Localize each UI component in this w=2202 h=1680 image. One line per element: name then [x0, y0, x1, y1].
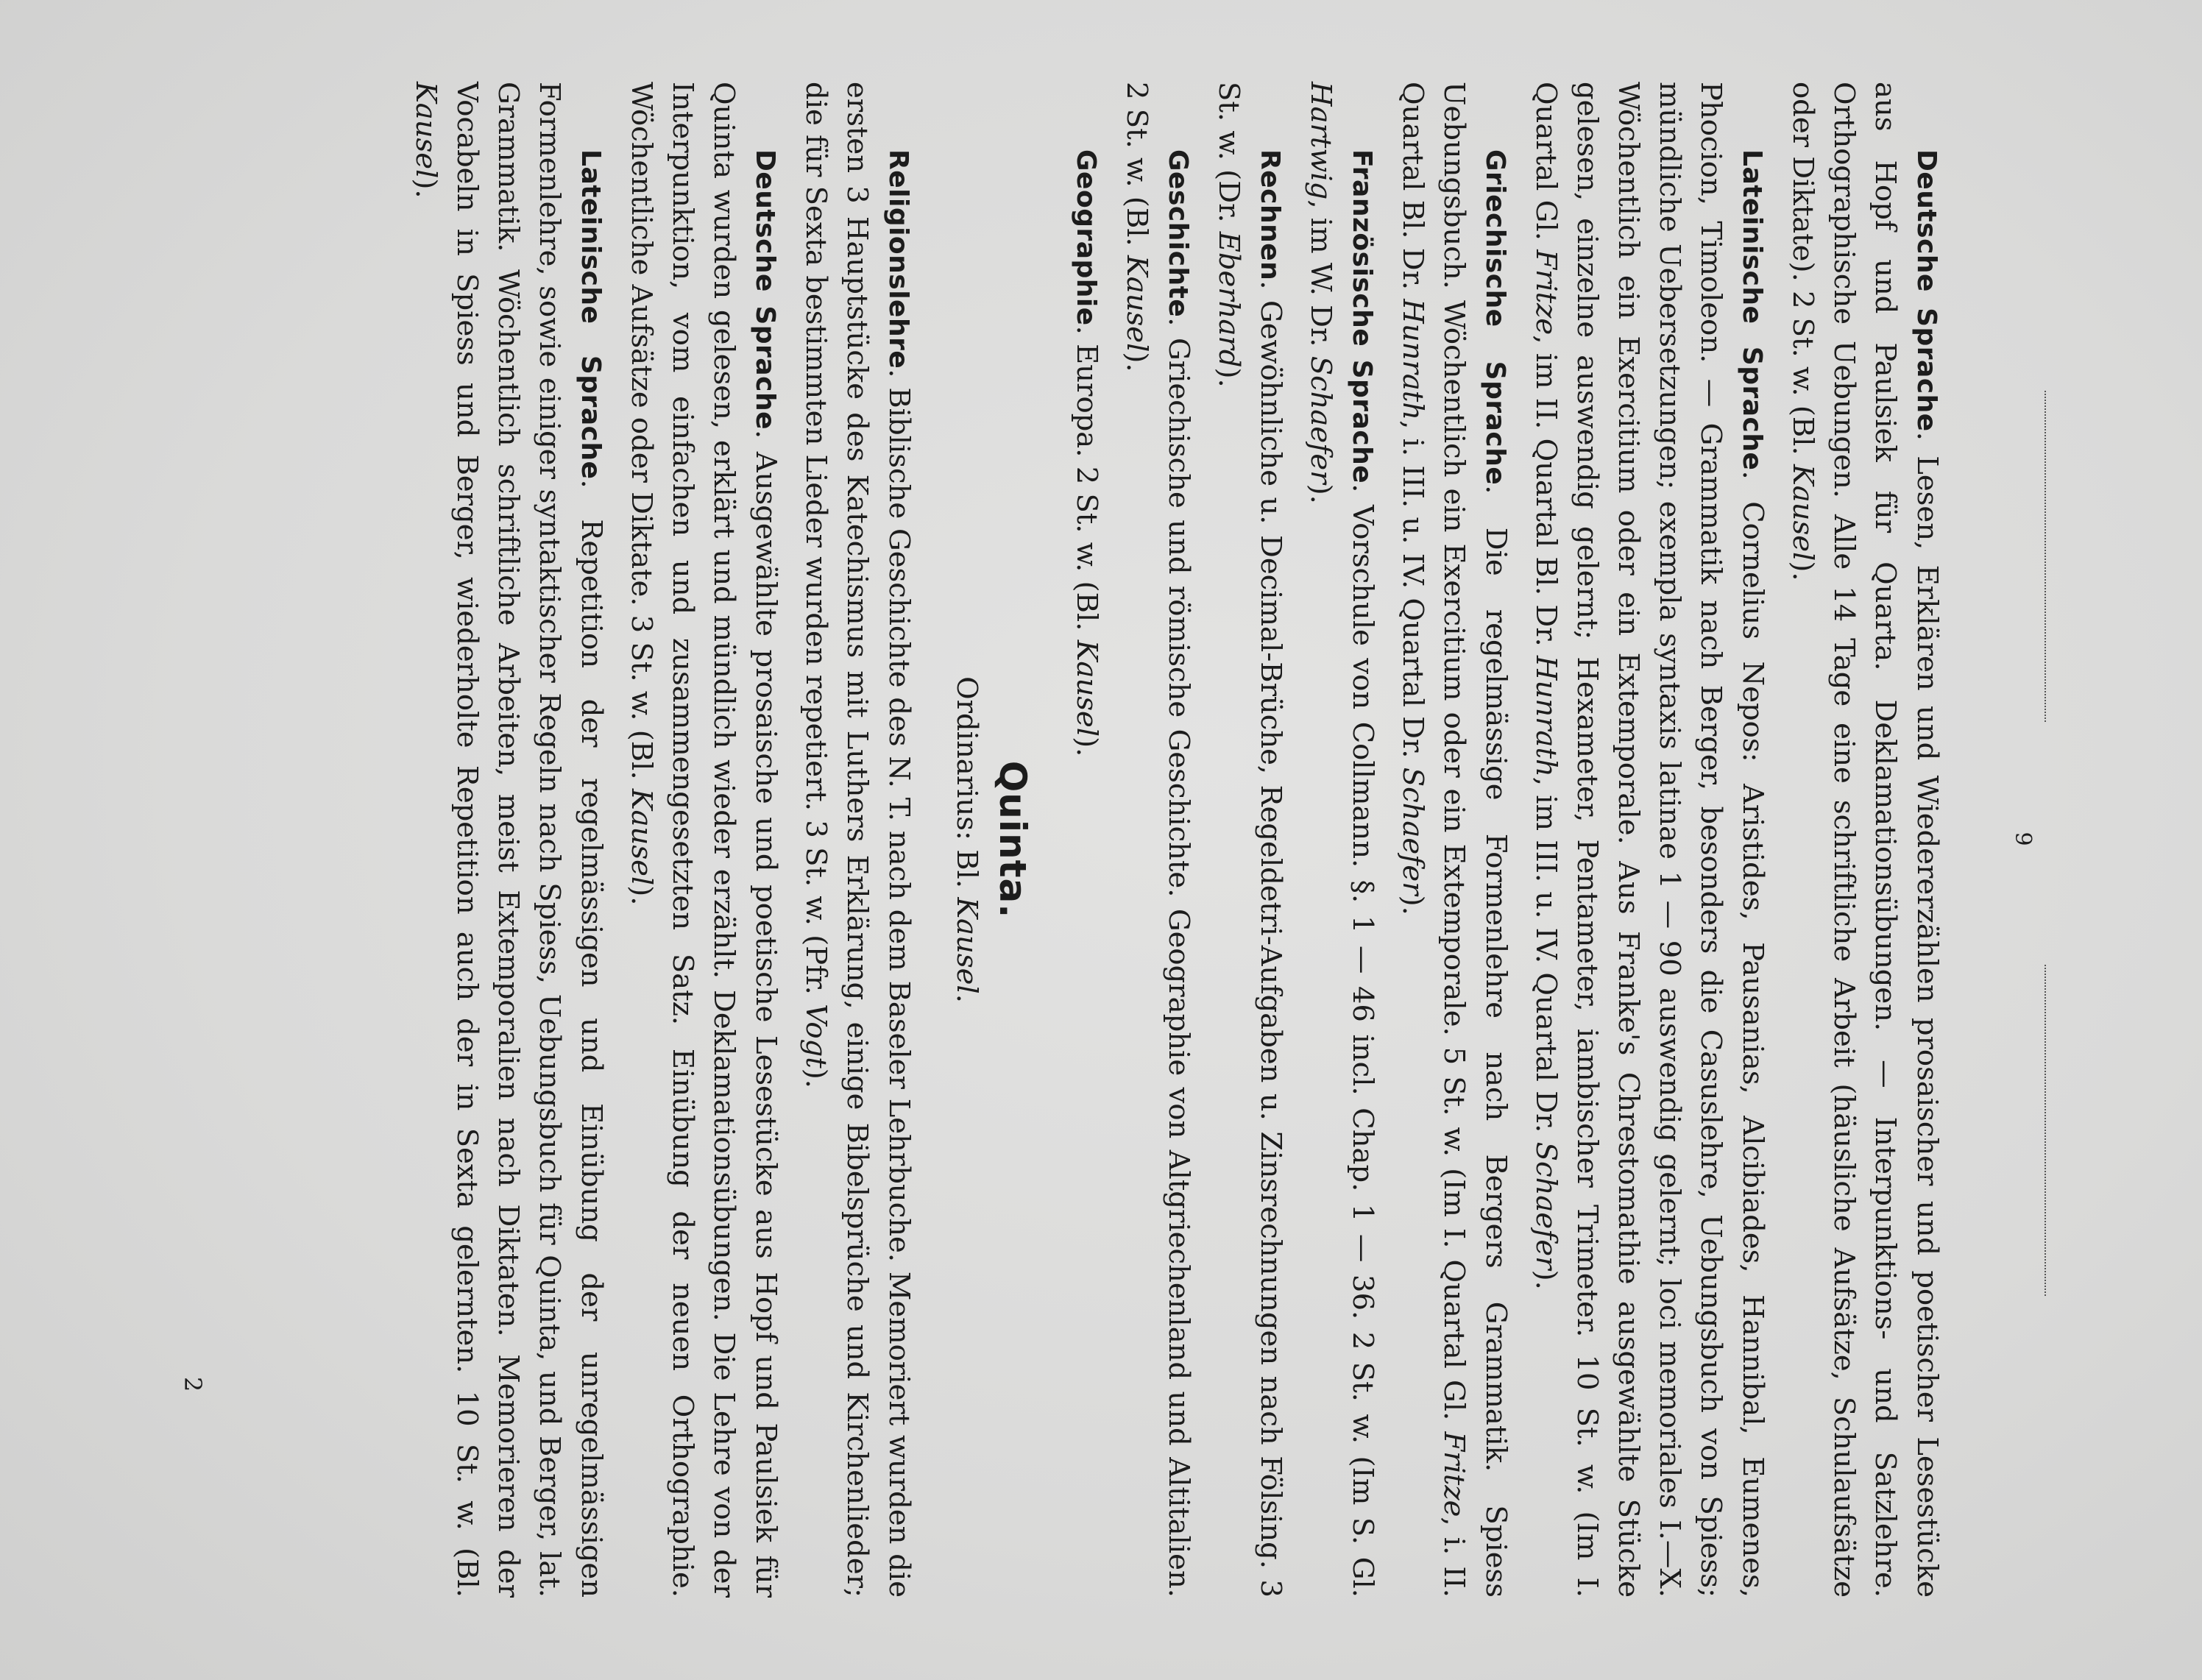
paragraph-text: . Vorschule von Collmann. §. 1 — 46 incl. Chap. 1 — 36. 2 St. w. (Im S. Gl. [1346, 483, 1379, 1598]
teacher-name: Kausel [625, 788, 658, 886]
paragraph-rechnen [1208, 82, 1291, 1598]
teacher-name: Schaefer [1396, 767, 1429, 896]
teacher-name: Schaefer [1529, 1141, 1562, 1270]
page-body [396, 82, 1947, 1598]
paragraph-geschichte [1116, 82, 1199, 1598]
paragraph-deutsche-sprache-quinta [620, 82, 786, 1598]
paragraph-text: , i. II. Quartal Bl. Dr. [1396, 82, 1470, 1598]
paragraph-text: . Europa. 2 St. w. (Bl. [1070, 325, 1103, 640]
paragraph-end: ). [1396, 895, 1429, 915]
subject-heading: Geschichte [1163, 149, 1193, 318]
paragraph-end: ). [1212, 367, 1245, 388]
header-rule-left [2045, 391, 2046, 722]
paragraph-text: , im W. Dr. [1304, 199, 1337, 356]
ordinarius-label: Ordinarius: Bl. [950, 676, 983, 898]
subject-heading: Geographie [1071, 149, 1101, 326]
subject-heading: Rechnen [1255, 149, 1285, 281]
paragraph-text: . Cornelius Nepos: Aristides, Pausanias, Alcibiades, Hannibal, Eumenes, Phocion, Timoleon. — Grammatik nach Berger, besonders die Casuslehre, Uebungsbuch von Spiess; mündliche Uebersetzungen; exempla syntaxis latinae 1 — 90 auswendig gelernt; loci memoriales I.—X. Wöchentlich ein Exercitium oder ein Extemporale. Aus Franke's Chrestomathie ausgewählte Stücke gelesen, einzelne auswendig gelernt; Hexameter, Pentameter, iambischer Trimeter. 10 St. w. (Im I. Quartal Gl. [1529, 82, 1769, 1598]
document-page [122, 82, 2080, 1598]
paragraph-text: , i. III. u. IV. Quartal Dr. [1396, 420, 1429, 768]
teacher-name: Kausel [1070, 639, 1103, 737]
teacher-name: Eberhard [1212, 231, 1245, 368]
teacher-name: Fritze [1437, 1431, 1470, 1517]
paragraph-text: , im II. Quartal Bl. Dr. [1529, 335, 1562, 656]
subject-heading: Lateinische Sprache [1737, 149, 1767, 471]
signature-mark: 2 [179, 1377, 207, 1392]
subject-heading: Französische Sprache [1347, 149, 1377, 484]
paragraph-geographie [1065, 82, 1107, 1598]
paragraph-text: . Lesen, Erklären und Wiedererzählen prosaischer und poetischer Lesestücke aus Hopf und Paulsiek für Quarta. Deklamationsübungen. — Interpunktions- und Satzlehre. Orthographische Uebungen. Alle 14 Tage eine schriftliche Arbeit (häusliche Aufsätze, Schulaufsätze oder Diktate). 2 St. w. (Bl. [1786, 82, 1944, 1598]
paragraph-end: ). [1529, 1269, 1562, 1290]
header-rule-right [2045, 965, 2046, 1296]
teacher-name: Schaefer [1304, 355, 1337, 484]
paragraph-end: ). [409, 178, 442, 199]
section-ordinarius [946, 82, 987, 1598]
paragraph-text: . Die regelmässige Formenlehre nach Bergers Grammatik. Spiess Uebungsbuch. Wöchentlich ein Exercitium oder ein Extemporale. 5 St. w. (Im I. Quartal Gl. [1437, 82, 1512, 1598]
teacher-name: Kausel [950, 897, 983, 994]
paragraph-franzoesische-sprache [1300, 82, 1383, 1598]
teacher-name: Kausel [409, 82, 442, 179]
teacher-name: Fritze [1529, 249, 1562, 336]
paragraph-griechische-sprache [1392, 82, 1516, 1598]
paragraph-text: , im III. u. IV. Quartal Dr. [1529, 776, 1562, 1142]
subject-heading: Deutsche Sprache [750, 149, 780, 430]
paragraph-end: ). [799, 1068, 832, 1088]
paragraph-text: . Ausgewählte prosaische und poetische Lesestücke aus Hopf und Paulsiek für Quinta wurden gelesen, erklärt und mündlich wieder erzählt. Deklamationsübungen. Die Lehre von der Interpunktion, vom einfachen und zusammengesetzten Satz. Einübung der neuen Orthographie. Wöchentliche Aufsätze oder Diktate. 3 St. w. (Bl. [625, 82, 782, 1598]
page-number: 9 [2010, 832, 2036, 848]
paragraph-deutsche-sprache-quarta [1782, 82, 1947, 1598]
subject-heading: Griechische Sprache [1480, 149, 1510, 486]
paragraph-text: . Repetition der regelmässigen und Einübung der unregelmässigen Formenlehre, sowie einiger syntaktischer Regeln nach Spiess, Uebungsbuch für Quinta, und Berger, lat. Grammatik. Wöchentlich schriftliche Arbeiten, meist Extemporalien nach Diktaten. Memorieren der Vocabeln in Spiess und Berger, wiederholte Repetition auch der in Sexta gelernten. 10 St. w. (Bl. [450, 82, 608, 1598]
paragraph-end: ). [625, 885, 658, 906]
subject-heading: Religionslehre [883, 149, 913, 369]
teacher-name: Kausel [1120, 255, 1153, 352]
paragraph-lateinische-sprache-quinta [405, 82, 612, 1598]
subject-heading: Deutsche Sprache [1911, 149, 1941, 432]
paragraph-religionslehre [795, 82, 919, 1598]
teacher-name: Vogt [799, 1004, 832, 1068]
paragraph-text: . Gewöhnliche u. Decimal-Brüche, Regeldetri-Aufgaben u. Zinsrechnungen nach Fölsing. 3 St. w. (Dr. [1212, 82, 1287, 1598]
teacher-name: Hunrath [1396, 299, 1429, 421]
paragraph-end: ). [1304, 483, 1337, 504]
paragraph-end: ). [1070, 737, 1103, 757]
paragraph-text: . Griechische und römische Geschichte. Geographie von Altgriechenland und Altitalien. 2 St. w. (Bl. [1120, 82, 1195, 1598]
subject-heading: Lateinische Sprache [576, 149, 606, 480]
ordinarius-end: . [950, 993, 983, 1003]
paragraph-lateinische-sprache-quarta [1525, 82, 1773, 1598]
teacher-name: Kausel [1786, 464, 1819, 561]
section-title: Quinta. [991, 760, 1034, 919]
teacher-name: Hartwig [1304, 82, 1337, 200]
paragraph-end: ). [1120, 352, 1153, 372]
teacher-name: Hunrath [1529, 655, 1562, 777]
paragraph-end: ). [1786, 561, 1819, 581]
paragraph-text: . Biblische Geschichte des N. T. nach dem Baseler Lehrbuche. Memoriert wurden die ersten 3 Hauptstücke des Katechismus mit Luthers Erklärung, einige Bibelsprüche und Kirchenlieder; die für Sexta bestimmten Lieder wurden repetiert. 3 St. w. (Pfr. [799, 82, 916, 1598]
